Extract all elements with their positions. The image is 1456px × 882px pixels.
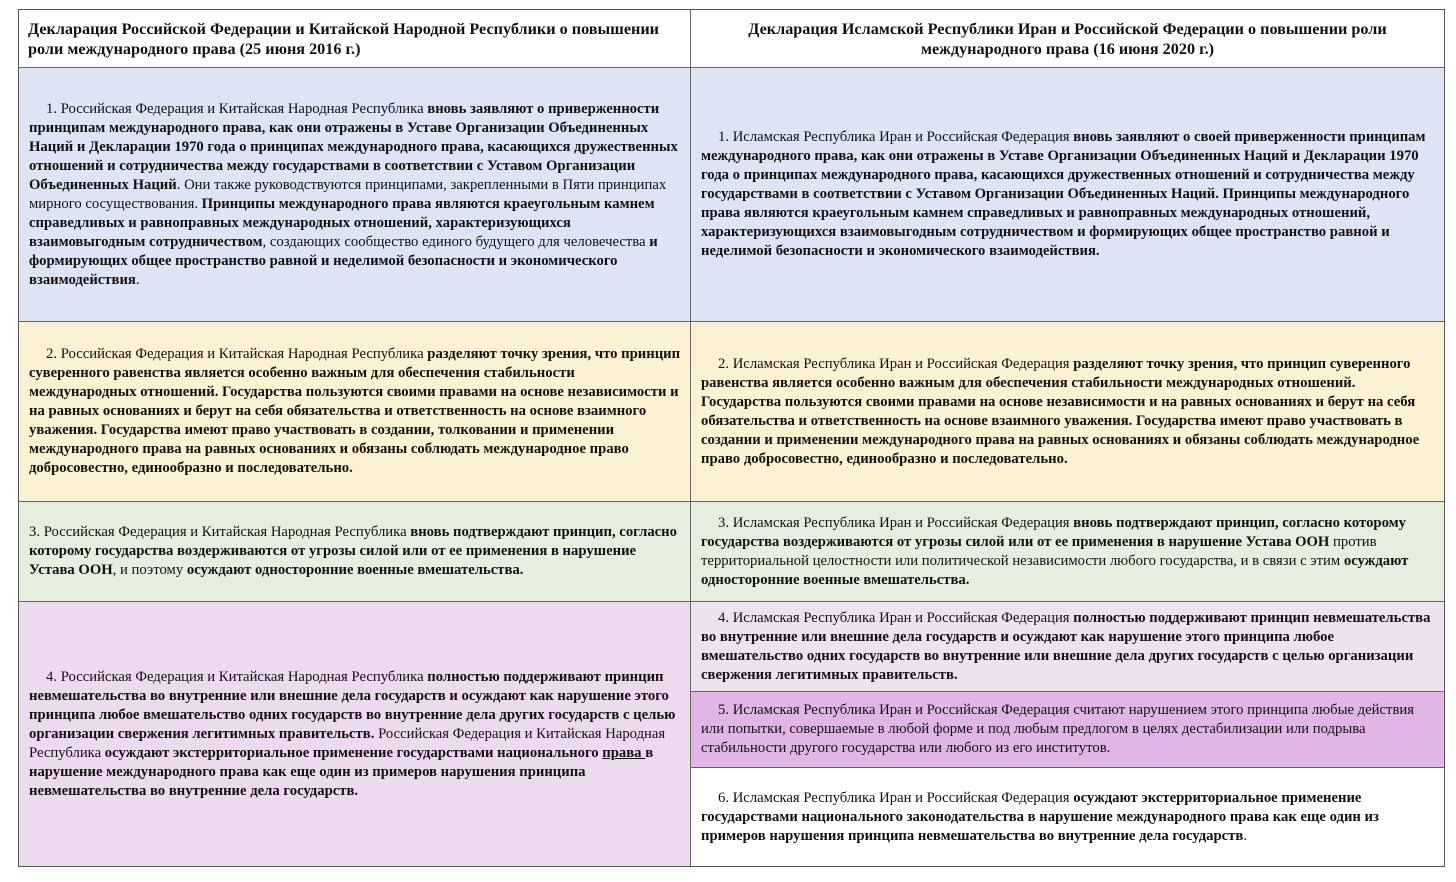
text-run: 6. Исламская Республика Иран и Российская Федерация <box>718 789 1074 806</box>
text-run: 3. Исламская Республика Иран и Российская Федерация <box>718 514 1074 531</box>
bold-run: вновь подтверждают принцип, согласно которому государства воздерживаются от угрозы силой или от ее применения в нарушение Устава ООН <box>29 524 677 578</box>
bold-run: Принципы международного права являются краеугольным камнем справедливых и равноправных международных отношений, характеризующихся взаимовыгодным сотрудничеством <box>29 195 655 250</box>
right-paragraph-5 <box>691 692 1444 768</box>
text-run: 3. Российская Федерация и Китайская Народная Республика <box>29 524 411 540</box>
right-paragraph-4 <box>691 602 1444 692</box>
text-run: , и поэтому <box>112 562 187 578</box>
header-right <box>691 10 1444 68</box>
right-paragraph-1 <box>691 68 1444 322</box>
text-run: 1. Российская Федерация и Китайская Народная Республика <box>46 100 428 117</box>
left-paragraph-3 <box>19 502 691 602</box>
text-run: 5. Исламская Республика Иран и Российская Федерация считают нарушением этого принципа любые действия или попытки, совершаемые в любой форме и под любым предлогом в целях дестабилизации или подрыва стабильности другого государства или любого из его институтов. <box>701 702 1415 756</box>
bold-run: вновь заявляют о своей приверженности принципам международного права, как они отражены в Уставе Организации Объединенных Наций и Декларации 1970 года о принципах международного права, касающихся дружественных отношений и сотрудничества между государствами в соответствии с Уставом Организации Объединенных Наций. Принципы международного права являются краеугольным камнем справедливых и равноправных международных отношений, характеризующихся взаимовыгодным сотрудничеством и формирующих общее пространство равной и неделимой безопасности и экономического взаимодействия. <box>701 129 1426 259</box>
text-run: , создающих сообщество единого будущего для человечества <box>262 233 650 250</box>
text-run: . Они также руководствуются принципами, закрепленными в Пяти принципах мирного сосуществования. <box>29 176 667 212</box>
header-left-text: Декларация Российской Федерации и Китайской Народной Республики о повышении роли международного права (25 июня 2016 г.) <box>28 19 660 58</box>
bold-run: в нарушение международного права как еще один из примеров нарушения принципа невмешательства во внутренние дела государств. <box>29 744 654 799</box>
header-right-text: Декларация Исламской Республики Иран и Российской Федерации о повышении роли международного права (16 июня 2020 г.) <box>748 19 1387 58</box>
text-run: 4. Исламская Республика Иран и Российская Федерация <box>718 609 1074 626</box>
header-left <box>19 10 691 68</box>
text-run: Российская Федерация и Китайская Народная Республика <box>29 725 666 761</box>
bold-run: разделяют точку зрения, что принцип суверенного равенства является особенно важным для обеспечения стабильности международных отношений. Государства пользуются своими правами на основе независимости и на равных основаниях и берут на себя обязательства и ответственность на основе взаимного уважения. Государства имеют право участвовать в создании, толковании и применении международного права на равных основаниях и обязаны соблюдать международное право добросовестно, единообразно и последовательно. <box>29 346 681 476</box>
text-run: . <box>1243 827 1248 844</box>
text-run: 4. Российская Федерация и Китайская Народная Республика <box>46 668 428 685</box>
text-run: 2. Исламская Республика Иран и Российская Федерация <box>718 355 1074 372</box>
bold-run: полностью поддерживают принцип невмешательства во внутренние <box>701 609 1431 645</box>
bold-run: или внешние дела государств и осуждают как нарушение этого принципа любое вмешательство одних государств во внутренние или внешние дела других государств с целью организации свержения легитимных правительств. <box>701 628 1414 683</box>
right-paragraph-3 <box>691 502 1444 602</box>
left-paragraph-4 <box>19 602 691 866</box>
text-run: 1. Исламская Республика Иран и Российская Федерация <box>718 129 1074 145</box>
bold-run: полностью поддерживают принцип невмешательства во внутренние или внешние дела государств и осуждают как нарушение этого принципа любое вмешательство одних государств во внутренние дела других государств с целью организации свержения легитимных правительств. <box>29 668 676 742</box>
underlined-run: права <box>602 744 646 761</box>
bold-run: осуждают экстерриториальное применение государствами национального <box>104 744 603 761</box>
text-run: . <box>135 271 140 288</box>
text-run: против территориальной целостности или политической независимости любого государства, и в связи с этим <box>701 533 1377 569</box>
right-paragraph-6 <box>691 768 1444 866</box>
bold-run: вновь заявляют о приверженности принципам международного права, как они отражены в Уставе Организации Объединенных Наций и Декларации 1970 года о принципах международного права, касающихся дружественных отношений и сотрудничества между государствами в соответствии с Уставом Организации Объединенных Наций <box>29 100 678 193</box>
bold-run: осуждают односторонние военные вмешательства. <box>186 562 524 578</box>
bold-run: вновь подтверждают принцип, согласно которому государства воздерживаются от угрозы силой или от ее применения в нарушение Устава ООН <box>701 514 1406 550</box>
bold-run: осуждают экстерриториальное применение государствами национального законодательства в нарушение международного права как еще один из примеров нарушения принципа невмешательства во внутренние дела государств <box>701 789 1379 844</box>
left-paragraph-1 <box>19 68 691 322</box>
text-run: 2. Российская Федерация и Китайская Народная Республика <box>46 346 428 362</box>
bold-run: осуждают односторонние военные вмешательства. <box>701 552 1409 588</box>
comparison-table <box>18 9 1445 867</box>
bold-run: разделяют точку зрения, что принцип суверенного равенства является особенно важным для обеспечения стабильности международных отношений. Государства пользуются своими правами на основе независимости и на равных основаниях и берут на себя обязательства и ответственность на основе взаимного уважения. Государства имеют право участвовать в создании и применении международного права на равных основаниях и обязаны соблюдать международное право добросовестно, единообразно и последовательно. <box>701 355 1420 467</box>
right-paragraph-2 <box>691 322 1444 502</box>
left-paragraph-2 <box>19 322 691 502</box>
bold-run: и формирующих общее пространство равной и неделимой безопасности и экономического взаимодействия <box>29 233 658 288</box>
